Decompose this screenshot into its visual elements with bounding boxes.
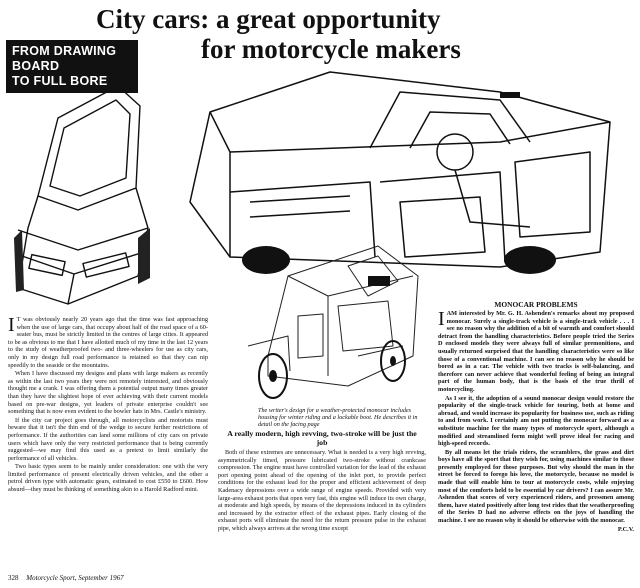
left-paragraph-3: If the city car project goes through, all motorcyclists and motorists must beware that it isn't the thin end of the wedge to secure further restrictions of performance. If the authorities can land some millions of city cars on private users which have only the very restricted performance that is being currently suggested—we may find this used as a pretext to limit similarly the performance of all vehicles. [8, 416, 208, 462]
right-paragraph-3: By all means let the trials riders, the scramblers, the grass and dirt boys have all the sport that they wish for, using machines similar to those presently employed for those purposes. But why should the man in the street be forced to forego his love, the motorcycle, because no model is made that will enable him to tour at motorcycle costs, while enjoying most of the comforts held to be essential by car drivers? I can assure Mr. Ashenden that scores of very experienced riders, and pressmen among them, have stated positively after long test rides that the weatherproofing of the Series D had no adverse effects on the joys of handling the machine. I see no reason why it should be otherwise with the monocar. [438, 448, 634, 525]
right-paragraph-1 [438, 310, 634, 394]
left-paragraph-1 [8, 316, 208, 369]
monocar-frame-illustration [228, 236, 438, 406]
magazine-issue: Motorcycle Sport, September 1967 [26, 574, 124, 582]
banner-line-1: FROM DRAWING BOARD [12, 44, 117, 73]
page-footer [8, 574, 308, 582]
right-column [438, 310, 634, 534]
middle-paragraph-1: Both of these extremes are unnecessary. What is needed is a very high revving, asymmetrically timed, pressure lubricated two-stroke without crankcase compression. The engine must have controlled variation for the lead of the exhaust port opening point ahead of the opening of the inlet port, to provide perfect conditions for the exhaust lead for the proper and efficient achievement of deep Kadenacy depressions over a wide range of engine speeds. Provided with very large-area exhaust ports that open very fast, this engine will induce its own charge, at moderate and high speeds, by means of the depressions induced in its cylinders and increased by the extractor effect of the exhaust pipes. Early closing of the exhaust ports will eliminate the need for the return pressure pulse in the exhaust pipe, which always arrives at the wrong time except [218, 449, 426, 532]
page-number: 328 [8, 574, 19, 582]
right-paragraph-2: As I see it, the adoption of a sound monocar design would restore the popularity of the single-track vehicle for touring, both at home and abroad, and would increase its popularity for business use, such as riding to and from work. I certainly am not putting the monocar forward as a substitute machine for the many types of motorcycle sport, although a modified and streamlined form might well prove ideal for racing and high-speed records. [438, 394, 634, 448]
right-paragraph-1-text: AM interested by Mr. G. H. Ashenden's remarks about my proposed monocar. Surely a single-track vehicle is a single-track vehicle . . . I see no reason why the addition of a bit of warmth and comfort should detract from the handling characteristics. Before people tried the Series D enclosed models they were always full of similar premonitions, and usually returned surprised that the handling characteristics were so like those of a conventional machine. I can see no reason why he should be bored as in a car. The vehicle with two tracks is self-balancing, and therefore can never achieve that wonderful feeling of being an integral part of the human body, that is the basis of the true thrill of motorcycling. [438, 310, 634, 393]
illustration-caption: The writer's design for a weather-protected monocar includes housing for winter riding and a lockable boot. He describes it in detail on the facing page [258, 407, 418, 429]
drop-cap-right: I [438, 308, 445, 330]
left-column [8, 316, 208, 495]
left-paragraph-2: When I have discussed my designs and plans with large makers as recently as within the last two years they were not remotely interested, and obviously thought me a crank. I was offering them a potential output many times greater than they have the slightest hope of ever achieving with their current models based on pre-war designs, yet leaders of private enterprise couldn't see something that is now even evident to the bowler hats in Mrs. Castle's ministry. [8, 370, 208, 416]
left-paragraph-1-text: T was obviously nearly 20 years ago that the time was fast approaching when the use of large cars, that occupy about half of the road space of a 60-seater bus, must be strictly limited in the centres of large cities. It appeared to be as obvious to me that I have allotted much of my time in the last 12 years to the study of weatherproofed two- and three-wheelers for use as city cars, only in my design full road performance is retained so that they can nip speedily to the seaside or the mountains. [8, 316, 208, 369]
middle-column [218, 449, 426, 534]
middle-subhead: A really modern, high revving, two-stroke will be just the job [227, 429, 417, 447]
left-paragraph-4: Two basic types seem to be mainly under consideration: one with the very limited performance of present electrically driven vehicles, and the other a petrol driven type with automatic gears, estimated to cost £550 to £600. How absurd—they must be thinking of something akin to a Harold Radford mini. [8, 463, 208, 494]
city-car-front-illustration [8, 78, 158, 308]
headline-line-2: for motorcycle makers [201, 34, 461, 64]
monocar-problems-heading: MONOCAR PROBLEMS [494, 300, 578, 309]
banner-line-2: TO FULL BORE [12, 74, 108, 88]
headline-line-1: City cars: a great opportunity [96, 4, 441, 34]
drop-cap: I [8, 314, 15, 336]
author-signature: P.C.V. [617, 525, 634, 533]
